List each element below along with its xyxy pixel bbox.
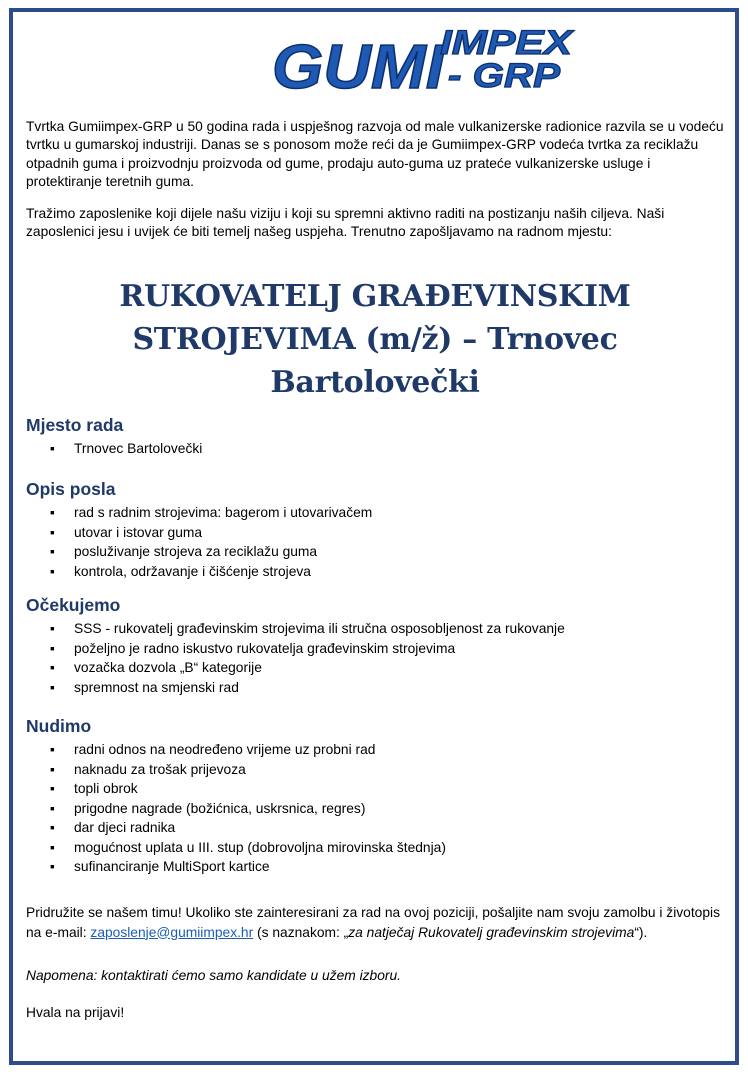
section-nudimo (26, 716, 726, 877)
apply-paragraph: Pridružite se našem timu! Ukoliko ste zainteresirani za rad na ovoj poziciji, pošaljite nam svoju zamolbu i životopis na e-mail: zaposlenje@gumiimpex.hr (s naznakom: „za natječaj Rukovatelj građevinskim strojevima“). (26, 905, 720, 940)
apply-subject: za natječaj Rukovatelj građevinskim strojevima (348, 924, 635, 940)
bullet-icon: ▪ (50, 781, 55, 796)
company-logo (268, 12, 578, 97)
list-item: ▪ prigodne nagrade (božićnica, uskrsnica, regres) (26, 799, 726, 819)
bullet-icon: ▪ (50, 820, 55, 835)
logo-gumi-text: GUMI (272, 33, 446, 97)
bullet-icon: ▪ (50, 742, 55, 757)
bullet-icon: ▪ (50, 859, 55, 874)
list-item: ▪ utovar i istovar guma (26, 523, 726, 543)
list-item: ▪ Trnovec Bartolovečki (26, 439, 726, 459)
list-item: ▪ vozačka dozvola „B“ kategorije (26, 658, 726, 678)
bullet-icon: ▪ (50, 563, 55, 579)
list-item: ▪ kontrola, održavanje i čišćenje strojeva (26, 562, 726, 582)
section-heading: Mjesto rada (26, 415, 124, 435)
list-item: ▪ rad s radnim strojevima: bagerom i utovarivačem (26, 503, 726, 523)
thanks-paragraph: Hvala na prijavi! (26, 1004, 125, 1020)
logo-impex-text: IMPEX (440, 24, 575, 62)
bullet-icon: ▪ (50, 640, 55, 656)
list-item: ▪ naknadu za trošak prijevoza (26, 760, 726, 780)
list-item: ▪ spremnost na smjenski rad (26, 678, 726, 698)
bullet-icon: ▪ (50, 839, 55, 855)
bullet-list (26, 740, 726, 877)
note-paragraph: Napomena: kontaktirati ćemo samo kandidate u užem izboru. (26, 968, 402, 983)
section-mjesto-rada (26, 415, 726, 459)
bullet-icon: ▪ (50, 544, 55, 559)
section-heading: Nudimo (26, 716, 92, 736)
bullet-icon: ▪ (50, 800, 55, 816)
bullet-icon: ▪ (50, 524, 55, 540)
bullet-list (26, 503, 726, 581)
closing-text (26, 903, 726, 1039)
list-item: ▪ SSS - rukovatelj građevinskim strojevima ili stručna osposobljenost za rukovanje (26, 619, 726, 639)
bullet-icon: ▪ (50, 441, 55, 456)
intro-text (26, 118, 726, 256)
list-item: ▪ radni odnos na neodređeno vrijeme uz probni rad (26, 740, 726, 760)
intro-paragraph: Tvrtka Gumiimpex-GRP u 50 godina rada i uspješnog razvoja od male vulkanizerske radionice razvila se u vodeću tvrtku u gumarskoj industriji. Danas se s ponosom može reći da je Gumiimpex-GRP vodeća tvrtka za reciklažu otpadnih guma i proizvodnju proizvoda od gume, prodaju auto-guma uz prateće vulkanizerske usluge i protektiranje teretnih guma. (26, 119, 724, 189)
bullet-icon: ▪ (50, 679, 55, 695)
list-item: ▪ dar djeci radnika (26, 818, 726, 838)
list-item: ▪ posluživanje strojeva za reciklažu guma (26, 542, 726, 562)
list-item: ▪ mogućnost uplata u III. stup (dobrovoljna mirovinska štednja) (26, 838, 726, 858)
bullet-list (26, 619, 726, 697)
section-ocekujemo (26, 595, 726, 697)
list-item: ▪ topli obrok (26, 779, 726, 799)
section-heading: Očekujemo (26, 595, 121, 615)
section-heading: Opis posla (26, 479, 116, 499)
bullet-list (26, 439, 726, 459)
logo-grp-text: - GRP (448, 57, 561, 95)
bullet-icon: ▪ (50, 621, 55, 636)
bullet-icon: ▪ (50, 660, 55, 675)
email-link[interactable]: zaposlenje@gumiimpex.hr (90, 924, 254, 940)
bullet-icon: ▪ (50, 761, 55, 777)
list-item: ▪ sufinanciranje MultiSport kartice (26, 857, 726, 877)
list-item: ▪ poželjno je radno iskustvo rukovatelja građevinskim strojevima (26, 639, 726, 659)
intro-paragraph: Tražimo zaposlenike koji dijele našu viziju i koji su spremni aktivno raditi na postizanju naših ciljeva. Naši zaposlenici jesu i uvijek će biti temelj našeg uspjeha. Trenutno zapošljavamo na radnom mjestu: (26, 206, 665, 240)
section-opis-posla (26, 479, 726, 581)
job-title: RUKOVATELJ GRAĐEVINSKIM STROJEVIMA (m/ž) – Trnovec Bartolovečki (119, 279, 631, 400)
bullet-icon: ▪ (50, 505, 55, 520)
